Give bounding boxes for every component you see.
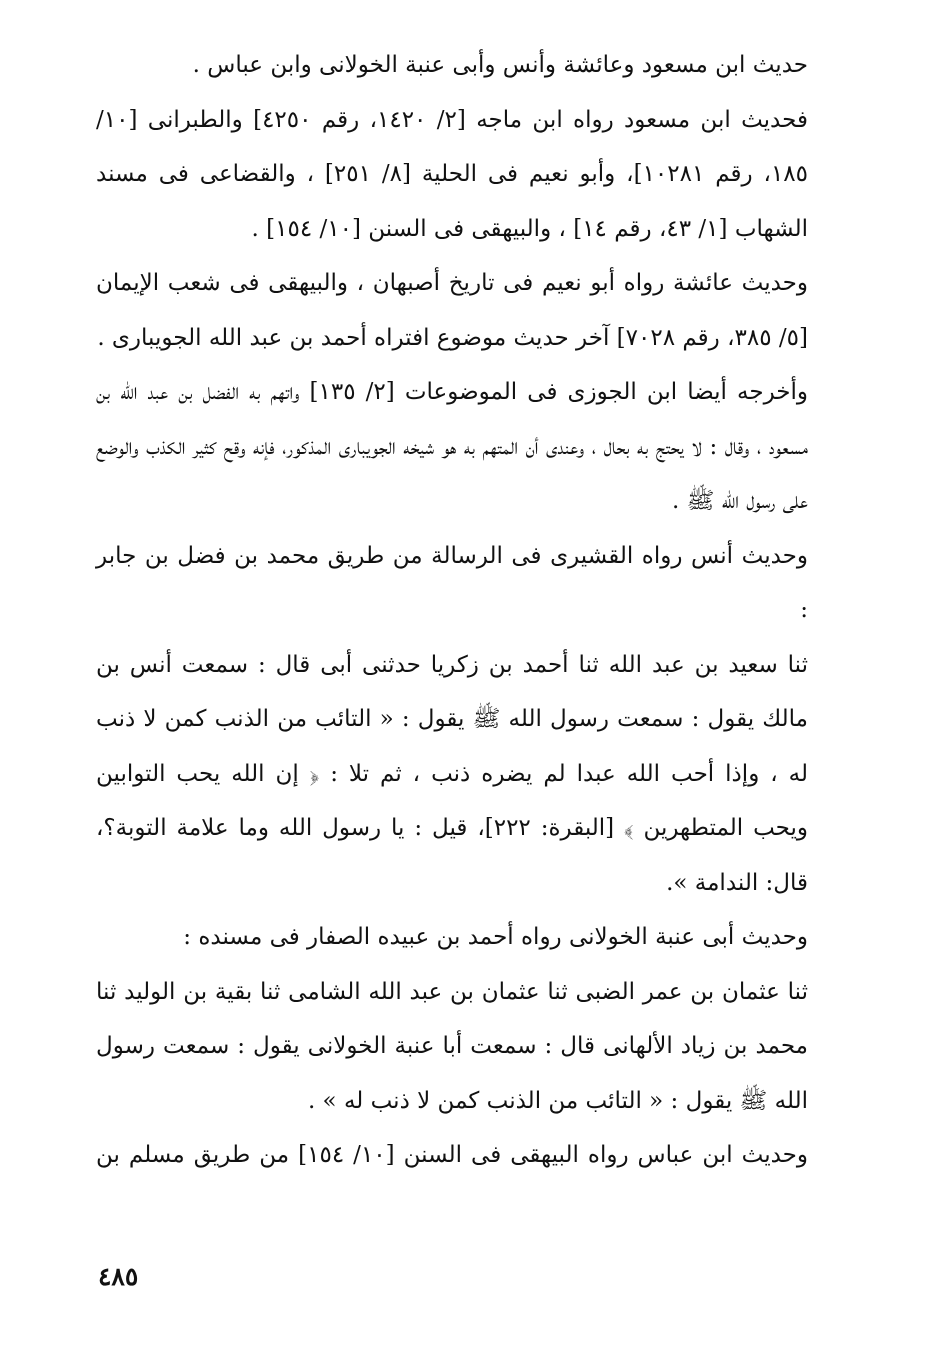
paragraph-ibn-masud: فحديث ابن مسعود رواه ابن ماجه [٢/ ١٤٢٠، رقم ٤٢٥٠] والطبرانى [١٠/ ١٨٥، رقم ١٠٢٨١]، وأبو نعيم فى الحلية [٨/ ٢٥١] ، والقضاعى فى مسند الشهاب [١/ ٤٣، رقم ١٤] ، والبيهقى فى السنن [١٠/ ١٥٤] . [96,106,808,242]
paragraph-intro: حديث ابن مسعود وعائشة وأنس وأبى عنبة الخولانى وابن عباس . [192,52,808,78]
paragraph-abi-inaba-hadith: ثنا عثمان بن عمر الضبى ثنا عثمان بن عبد الله الشامى ثنا بقية بن الوليد ثنا محمد بن زياد الألهانى قال : سمعت أبا عنبة الخولانى يقول : سمعت رسول الله ﷺ يقول : « التائب من الذنب كمن لا ذنب له » . [96,978,808,1114]
page-number: ٤٨٥ [98,1262,139,1291]
paragraph-aisha: وحديث عائشة رواه أبو نعيم فى تاريخ أصبهان ، والبيهقى فى شعب الإيمان [٥/ ٣٨٥، رقم ٧٠٢٨] آخر حديث موضوع افتراه أحمد بن عبد الله الجويبارى . [96,270,808,351]
paragraph-anas-intro: وحديث أنس رواه القشيرى فى الرسالة من طريق محمد بن فضل بن جابر : [96,542,808,623]
paragraph-ibn-abbas: وحديث ابن عباس رواه البيهقى فى السنن [١٠/ ١٥٤] من طريق مسلم بن [96,1142,809,1168]
paragraph-ibn-al-jawzi: وأخرجه أيضا ابن الجوزى فى الموضوعات [٢/ ١٣٥] واتهم به الفضل بن عبد الله بن مسعود ، وقال : لا يحتج به بحال ، وعندى أن المتهم به هو شيخه الجويبارى المذكور، فإنه وقح كثير الكذب والوضع على رسول الله ﷺ . [96,379,808,514]
main-text [96,38,808,1183]
paragraph-abi-inaba-intro: وحديث أبى عنبة الخولانى رواه أحمد بن عبيده الصفار فى مسنده : [183,924,808,950]
paragraph-anas-hadith: ثنا سعيد بن عبد الله ثنا أحمد بن زكريا حدثنى أبى قال : سمعت أنس بن مالك يقول : سمعت رسول الله ﷺ يقول : « التائب من الذنب كمن لا ذنب له ، وإذا أحب الله عبدا لم يضره ذنب ، ثم تلا : ﴿ إن الله يحب التوابين ويحب المتطهرين ﴾ [البقرة: ٢٢٢]، قيل : يا رسول الله وما علامة التوبة؟، قال: الندامة ». [96,651,809,896]
